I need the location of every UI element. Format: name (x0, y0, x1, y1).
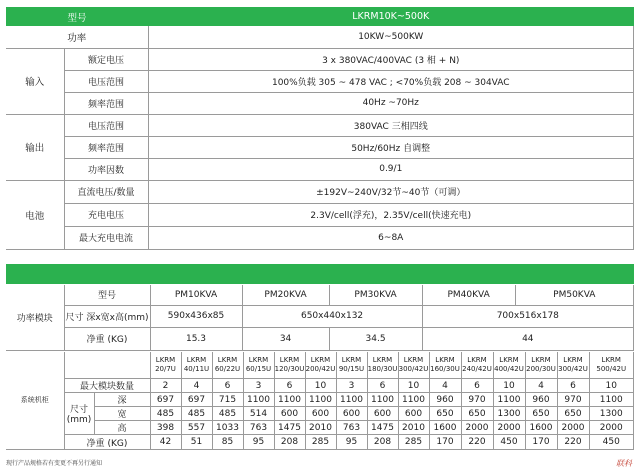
cabinet-model-2 (181, 352, 212, 379)
power-module-table (6, 285, 634, 351)
cabinet-max-modules-row (6, 379, 634, 393)
cabinet-weight-4: 95 (243, 435, 274, 450)
pm-size-1: 590x436x85 (150, 305, 242, 327)
cabinet-height-row (6, 421, 634, 435)
pm-weight-4: 44 (422, 327, 633, 350)
output-section-label: 输出 (6, 114, 64, 180)
cabinet-model-code: 300/42U (398, 365, 429, 373)
cabinet-max-modules-10: 4 (429, 379, 461, 393)
cabinet-weight-6: 285 (305, 435, 336, 450)
cabinet-max-modules-1: 2 (150, 379, 181, 393)
output-voltage-range-value: 380VAC 三相四线 (148, 114, 633, 136)
cabinet-model-series: LKRM (279, 356, 300, 364)
battery-dc-voltage-value: ±192V~240V/32节~40节（可调） (148, 180, 633, 203)
cabinet-max-modules-2: 4 (181, 379, 212, 393)
cabinet-model-code: 160/30U (430, 365, 460, 373)
cabinet-model-series: LKRM (217, 356, 238, 364)
cabinet-model-6 (305, 352, 336, 379)
cabinet-model-code: 200/30U (526, 365, 556, 373)
cabinet-depth-10: 960 (429, 393, 461, 407)
cabinet-depth-5: 1100 (274, 393, 305, 407)
cabinet-model-3 (212, 352, 243, 379)
cabinet-height-8: 1475 (367, 421, 398, 435)
cabinet-height-12: 2000 (493, 421, 525, 435)
cabinet-weight-15: 450 (589, 435, 634, 450)
cabinet-model-12 (493, 352, 525, 379)
pm-size-2: 650x440x132 (242, 305, 422, 327)
cabinet-max-modules-12: 10 (493, 379, 525, 393)
output-frequency-range-label: 频率范围 (64, 136, 148, 158)
cabinet-depth-15: 1100 (589, 393, 634, 407)
cabinet-weight-11: 220 (461, 435, 493, 450)
battery-section-label: 电池 (6, 180, 64, 249)
cabinet-height-6: 2010 (305, 421, 336, 435)
cabinet-depth-11: 970 (461, 393, 493, 407)
battery-charge-voltage-value: 2.3V/cell(浮充)，2.35V/cell(快速充电) (148, 203, 633, 226)
output-voltage-range-label: 电压范围 (64, 114, 148, 136)
cabinet-depth-row (6, 393, 634, 407)
cabinet-model-code: 60/15U (245, 365, 272, 373)
cabinet-weight-row (6, 435, 634, 450)
model-header-label: 型号 (6, 7, 148, 26)
cabinet-model-code: 60/22U (214, 365, 241, 373)
cabinet-label: 系统机柜 (6, 352, 64, 450)
pm-size-3: 700x516x178 (422, 305, 633, 327)
cabinet-height-label: 高 (94, 421, 150, 435)
cabinet-width-7: 600 (336, 407, 367, 421)
cabinet-weight-14: 220 (557, 435, 589, 450)
cabinet-model-7 (336, 352, 367, 379)
battery-dc-voltage-label: 直流电压/数量 (64, 180, 148, 203)
cabinet-model-series: LKRM (248, 356, 269, 364)
input-voltage-range-value: 100%负载 305 ~ 478 VAC ; <70%负载 208 ~ 304VAC (148, 70, 633, 92)
cabinet-max-modules-label: 最大模块数量 (64, 379, 150, 393)
cabinet-width-8: 600 (367, 407, 398, 421)
power-module-label: 功率模块 (6, 285, 64, 350)
cabinet-max-modules-14: 6 (557, 379, 589, 393)
cabinet-depth-12: 1100 (493, 393, 525, 407)
cabinet-weight-5: 208 (274, 435, 305, 450)
cabinet-depth-1: 697 (150, 393, 181, 407)
cabinet-model-series: LKRM (310, 356, 331, 364)
input-frequency-range-value: 40Hz ~70Hz (148, 92, 633, 114)
cabinet-width-11: 650 (461, 407, 493, 421)
cabinet-height-7: 763 (336, 421, 367, 435)
cabinet-max-modules-15: 10 (589, 379, 634, 393)
pm-model-1: PM10KVA (150, 285, 242, 305)
pm-size-label: 尺寸 深x宽x高(mm) (64, 305, 150, 327)
cabinet-max-modules-4: 3 (243, 379, 274, 393)
pm-weight-3: 34.5 (329, 327, 422, 350)
cabinet-height-9: 2010 (398, 421, 429, 435)
cabinet-max-modules-3: 6 (212, 379, 243, 393)
cabinet-depth-14: 970 (557, 393, 589, 407)
pm-model-2: PM20KVA (242, 285, 329, 305)
cabinet-depth-8: 1100 (367, 393, 398, 407)
cabinet-model-14 (557, 352, 589, 379)
cabinet-model-code: 200/42U (305, 365, 336, 373)
cabinet-width-1: 485 (150, 407, 181, 421)
cabinet-model-4 (243, 352, 274, 379)
cabinet-model-code: 400/42U (494, 365, 524, 373)
cabinet-max-modules-8: 6 (367, 379, 398, 393)
cabinet-width-2: 485 (181, 407, 212, 421)
cabinet-model-13 (525, 352, 557, 379)
cabinet-height-1: 398 (150, 421, 181, 435)
pm-weight-label: 净重 (KG) (64, 327, 150, 350)
cabinet-table (6, 352, 634, 450)
cabinet-width-15: 1300 (589, 407, 634, 421)
footnote: 现行产品规格若有变更不再另行通知 (6, 460, 103, 467)
cabinet-model-series: LKRM (186, 356, 207, 364)
spec-table (6, 7, 634, 250)
output-frequency-range-value: 50Hz/60Hz 自调整 (148, 136, 633, 158)
cabinet-height-10: 1600 (429, 421, 461, 435)
cabinet-model-15 (589, 352, 634, 379)
cabinet-depth-3: 715 (212, 393, 243, 407)
cabinet-model-header (64, 352, 150, 379)
cabinet-height-4: 763 (243, 421, 274, 435)
output-power-factor-label: 功率因数 (64, 158, 148, 180)
power-value: 10KW~500KW (148, 26, 633, 48)
cabinet-height-14: 2000 (557, 421, 589, 435)
cabinet-width-9: 600 (398, 407, 429, 421)
cabinet-height-5: 1475 (274, 421, 305, 435)
cabinet-depth-2: 697 (181, 393, 212, 407)
cabinet-height-15: 2000 (589, 421, 634, 435)
cabinet-width-label: 宽 (94, 407, 150, 421)
cabinet-max-modules-6: 10 (305, 379, 336, 393)
pm-model-3: PM30KVA (329, 285, 422, 305)
cabinet-model-series: LKRM (531, 356, 551, 364)
power-label: 功率 (6, 26, 148, 48)
cabinet-model-row (6, 352, 634, 379)
cabinet-weight-1: 42 (150, 435, 181, 450)
cabinet-model-8 (367, 352, 398, 379)
battery-charge-voltage-label: 充电电压 (64, 203, 148, 226)
cabinet-model-1 (150, 352, 181, 379)
cabinet-model-9 (398, 352, 429, 379)
cabinet-width-3: 485 (212, 407, 243, 421)
cabinet-height-2: 557 (181, 421, 212, 435)
input-rated-voltage-label: 额定电压 (64, 48, 148, 70)
cabinet-model-code: 40/11U (183, 365, 210, 373)
input-frequency-range-label: 频率范围 (64, 92, 148, 114)
battery-max-current-value: 6~8A (148, 226, 633, 249)
cabinet-weight-3: 85 (212, 435, 243, 450)
cabinet-max-modules-5: 6 (274, 379, 305, 393)
watermark-logo: 联科 (616, 459, 632, 468)
cabinet-weight-8: 208 (367, 435, 398, 450)
cabinet-width-6: 600 (305, 407, 336, 421)
cabinet-model-code: 120/30U (274, 365, 305, 373)
cabinet-model-series: LKRM (155, 356, 176, 364)
cabinet-width-4: 514 (243, 407, 274, 421)
input-voltage-range-label: 电压范围 (64, 70, 148, 92)
cabinet-width-14: 650 (557, 407, 589, 421)
cabinet-size-text: 尺寸 (69, 405, 88, 415)
pm-weight-2: 34 (242, 327, 329, 350)
cabinet-weight-2: 51 (181, 435, 212, 450)
cabinet-model-series: LKRM (499, 356, 519, 364)
cabinet-height-13: 1600 (525, 421, 557, 435)
cabinet-width-12: 1300 (493, 407, 525, 421)
cabinet-weight-label: 净重 (KG) (64, 435, 150, 450)
cabinet-model-code: 90/15U (338, 365, 365, 373)
cabinet-width-row (6, 407, 634, 421)
cabinet-model-series: LKRM (467, 356, 487, 364)
pm-model-4: PM40KVA (422, 285, 515, 305)
cabinet-depth-4: 1100 (243, 393, 274, 407)
cabinet-model-series: LKRM (435, 356, 455, 364)
cabinet-depth-6: 1100 (305, 393, 336, 407)
cabinet-model-code: 240/42U (462, 365, 492, 373)
spec-header-row (6, 7, 634, 26)
cabinet-model-series: LKRM (341, 356, 362, 364)
cabinet-max-modules-9: 10 (398, 379, 429, 393)
cabinet-weight-10: 170 (429, 435, 461, 450)
cabinet-weight-9: 285 (398, 435, 429, 450)
cabinet-weight-12: 450 (493, 435, 525, 450)
cabinet-depth-7: 1100 (336, 393, 367, 407)
output-power-factor-value: 0.9/1 (148, 158, 633, 180)
cabinet-model-series: LKRM (403, 356, 424, 364)
cabinet-width-5: 600 (274, 407, 305, 421)
cabinet-depth-label: 深 (94, 393, 150, 407)
cabinet-table-body (6, 352, 634, 450)
cabinet-depth-9: 1100 (398, 393, 429, 407)
power-row (6, 26, 634, 48)
cabinet-size-unit: (mm) (66, 415, 92, 425)
cabinet-width-13: 650 (525, 407, 557, 421)
input-rated-voltage-value: 3 x 380VAC/400VAC (3 相 + N) (148, 48, 633, 70)
model-header-value: LKRM10K~500K (148, 7, 633, 26)
cabinet-model-series: LKRM (372, 356, 393, 364)
cabinet-model-series: LKRM (601, 356, 621, 364)
cabinet-height-11: 2000 (461, 421, 493, 435)
cabinet-depth-13: 960 (525, 393, 557, 407)
cabinet-max-modules-11: 6 (461, 379, 493, 393)
cabinet-model-5 (274, 352, 305, 379)
pm-model-5: PM50KVA (515, 285, 633, 305)
cabinet-model-code: 180/30U (367, 365, 398, 373)
battery-max-current-label: 最大充电电流 (64, 226, 148, 249)
cabinet-height-3: 1033 (212, 421, 243, 435)
cabinet-size-label (64, 393, 94, 435)
cabinet-weight-13: 170 (525, 435, 557, 450)
cabinet-max-modules-13: 4 (525, 379, 557, 393)
cabinet-model-series: LKRM (563, 356, 583, 364)
cabinet-model-10 (429, 352, 461, 379)
cabinet-model-11 (461, 352, 493, 379)
pm-weight-1: 15.3 (150, 327, 242, 350)
cabinet-max-modules-7: 3 (336, 379, 367, 393)
cabinet-model-code: 300/42U (558, 365, 588, 373)
cabinet-width-10: 650 (429, 407, 461, 421)
cabinet-model-code: 500/42U (596, 365, 627, 373)
cabinet-model-code: 20/7U (155, 365, 176, 373)
section-divider-band (6, 264, 634, 284)
pm-model-label: 型号 (64, 285, 150, 305)
cabinet-weight-7: 95 (336, 435, 367, 450)
input-section-label: 输入 (6, 48, 64, 114)
